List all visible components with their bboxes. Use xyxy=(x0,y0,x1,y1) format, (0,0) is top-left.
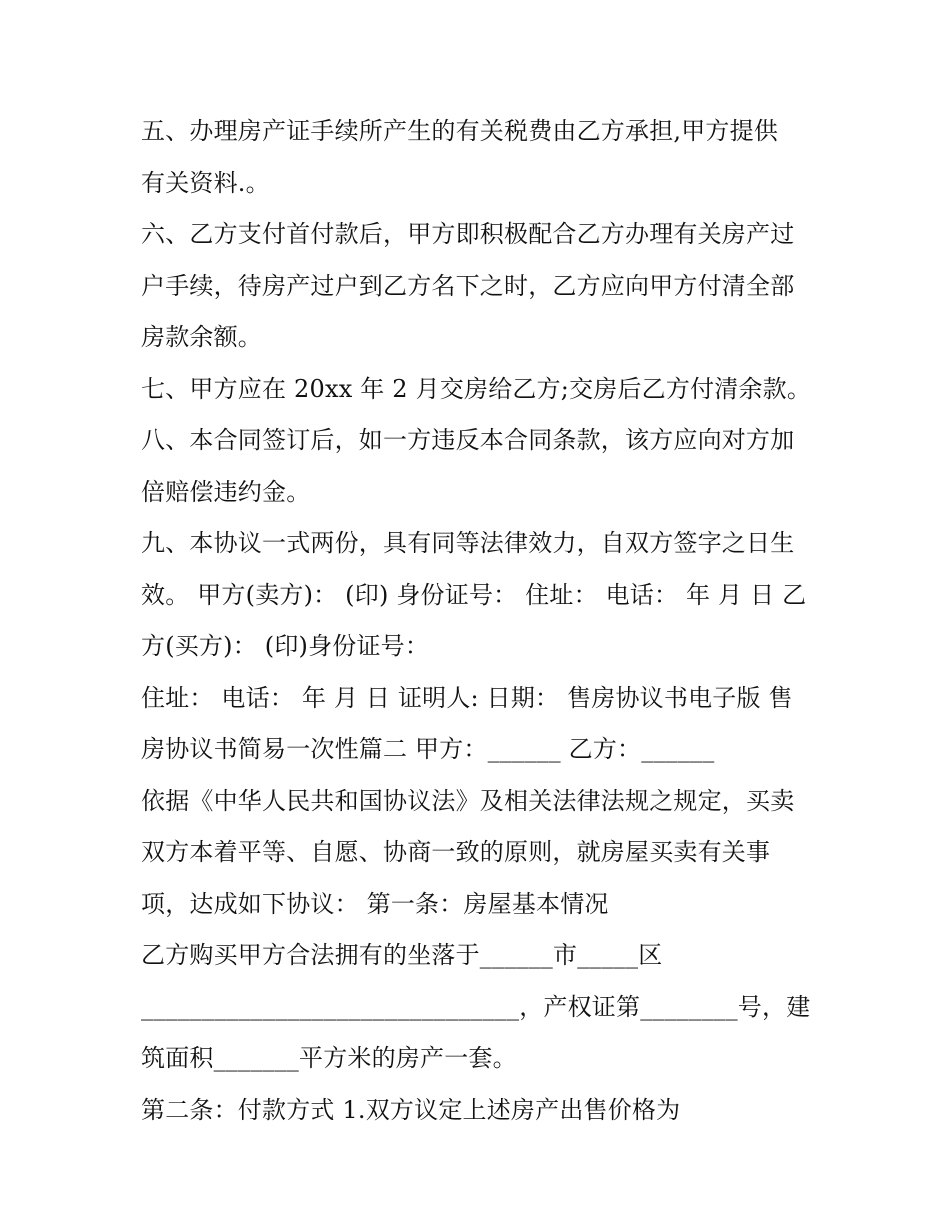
text-line: 住址： 电话： 年 月 日 证明人: 日期： 售房协议书电子版 售 xyxy=(141,683,793,712)
text-line: 筑面积_______平方米的房产一套。 xyxy=(141,1044,517,1072)
text-line: 有关资料.。 xyxy=(141,168,270,197)
text-line: 房协议书简易一次性篇二 甲方：______ 乙方：______ xyxy=(141,735,715,763)
text-line: 七、甲方应在 20xx 年 2 月交房给乙方;交房后乙方付清余款。 xyxy=(141,374,812,403)
text-line: 九、本协议一式两份，具有同等法律效力，自双方签字之日生 xyxy=(141,529,795,557)
text-line: 方(买方)： (印)身份证号： xyxy=(141,632,430,660)
text-line: 房款余额。 xyxy=(141,323,262,351)
text-line: 依据《中华人民共和国协议法》及相关法律法规之规定，买卖 xyxy=(141,786,795,815)
document-body xyxy=(141,106,821,1136)
text-line: 项，达成如下协议： 第一条：房屋基本情况 xyxy=(141,889,609,918)
text-line: _______________________________，产权证第________号，建 xyxy=(141,992,811,1021)
text-line: 倍赔偿违约金。 xyxy=(141,477,311,506)
text-line: 效。 甲方(卖方)： (印) 身份证号： 住址： 电话： 年 月 日 乙 xyxy=(141,580,807,609)
text-line: 乙方购买甲方合法拥有的坐落于______市_____区 xyxy=(141,941,663,969)
text-line: 第二条：付款方式 1.双方议定上述房产出售价格为 xyxy=(141,1095,681,1124)
text-line: 八、本合同签订后，如一方违反本合同条款，该方应向对方加 xyxy=(141,426,795,454)
text-line: 双方本着平等、自愿、协商一致的原则，就房屋买卖有关事 xyxy=(141,838,771,866)
text-line: 六、乙方支付首付款后，甲方即积极配合乙方办理有关房产过 xyxy=(141,220,795,248)
text-line: 户手续，待房产过户到乙方名下之时，乙方应向甲方付清全部 xyxy=(141,271,795,300)
text-line: 五、办理房产证手续所产生的有关税费由乙方承担,甲方提供 xyxy=(141,117,779,145)
